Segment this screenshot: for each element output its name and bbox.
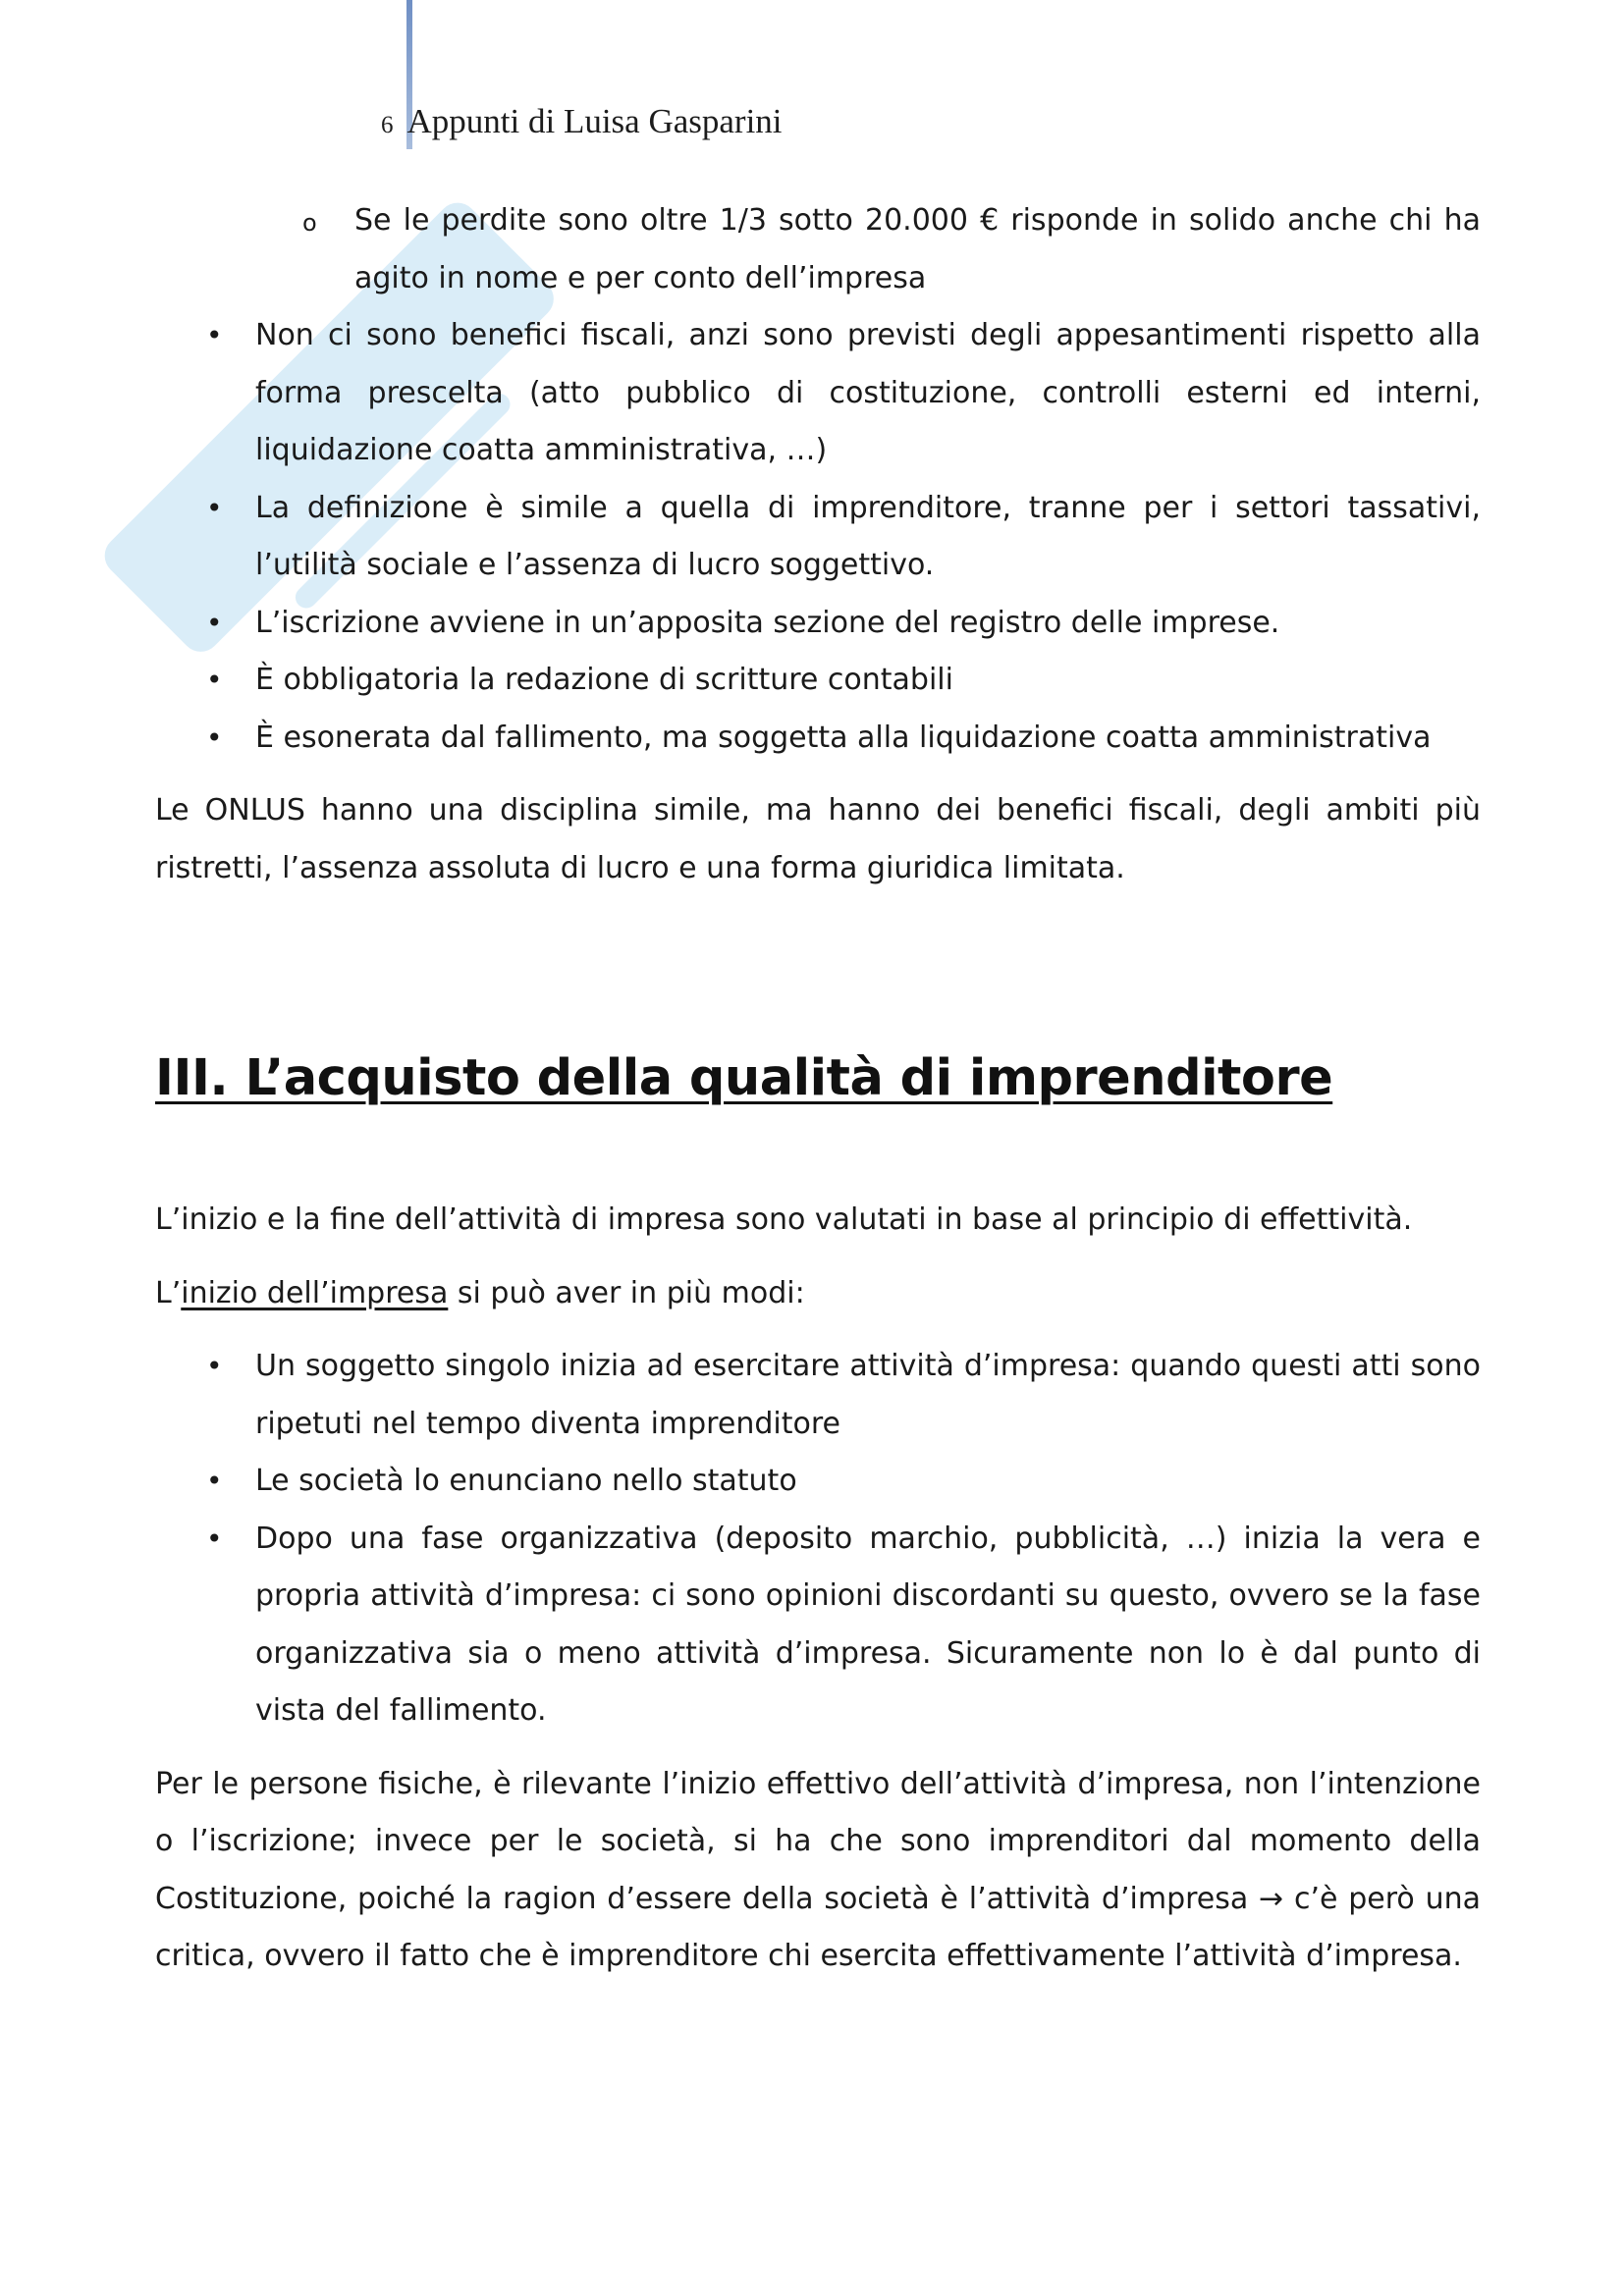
- bullet-item: • Non ci sono benefici fiscali, anzi sono previsti degli appesantimenti rispetto alla forma prescelta (atto pubblico di costituzione, controlli esterni ed interni, liquidazione coatta amministrativa, …): [155, 307, 1481, 480]
- intro-paragraph: L’inizio e la fine dell’attività di impresa sono valutati in base al principio di effettività.: [155, 1202, 1413, 1237]
- sub-list-item: o Se le perdite sono oltre 1/3 sotto 20.000 € risponde in solido anche chi ha agito in nome e per conto dell’impresa: [155, 192, 1481, 307]
- bullet-list-section3: [155, 1338, 1481, 1740]
- bullet-item: • È esonerata dal fallimento, ma soggetta alla liquidazione coatta amministrativa: [155, 710, 1481, 768]
- bullet-item: • L’iscrizione avviene in un’apposita sezione del registro delle imprese.: [155, 595, 1481, 653]
- start-prefix: L’: [155, 1275, 182, 1310]
- start-underlined-term: inizio dell’impresa: [181, 1275, 449, 1310]
- sub-list: [155, 192, 1481, 307]
- header-title: Appunti di Luisa Gasparini: [406, 102, 783, 140]
- onlus-paragraph: Le ONLUS hanno una disciplina simile, ma hanno dei benefici fiscali, degli ambiti più ristretti, l’assenza assoluta di lucro e una forma giuridica limitata.: [155, 793, 1481, 885]
- bullet-item: • Dopo una fase organizzativa (deposito marchio, pubblicità, …) inizia la vera e propria attività d’impresa: ci sono opinioni discordanti su questo, ovvero se la fase organizzativa sia o meno attività d’impresa. Sicuramente non lo è dal punto di vista del fallimento.: [155, 1511, 1481, 1740]
- bullet-item: • Un soggetto singolo inizia ad esercitare attività d’impresa: quando questi atti sono ripetuti nel tempo diventa imprenditore: [155, 1338, 1481, 1453]
- page-header: [381, 102, 783, 141]
- bullet-item: • Le società lo enunciano nello statuto: [155, 1453, 1481, 1511]
- start-paragraph: [155, 1265, 1481, 1323]
- bullet-item: • La definizione è simile a quella di imprenditore, tranne per i settori tassativi, l’utilità sociale e l’assenza di lucro soggettivo.: [155, 480, 1481, 595]
- closing-paragraph: Per le persone fisiche, è rilevante l’inizio effettivo dell’attività d’impresa, non l’intenzione o l’iscrizione; invece per le società, si ha che sono imprenditori dal momento della Costituzione, poiché la ragion d’essere della società è l’attività d’impresa → c’è però una critica, ovvero il fatto che è imprenditore chi esercita effettivamente l’attività d’impresa.: [155, 1766, 1481, 1973]
- start-suffix: si può aver in più modi:: [448, 1275, 805, 1310]
- section-heading: III. L’acquisto della qualità di imprenditore: [155, 1049, 1333, 1107]
- document-body: [155, 192, 1481, 1986]
- bullet-item: • È obbligatoria la redazione di scritture contabili: [155, 652, 1481, 710]
- page-number: 6: [381, 112, 394, 138]
- bullet-list-section1: [155, 307, 1481, 767]
